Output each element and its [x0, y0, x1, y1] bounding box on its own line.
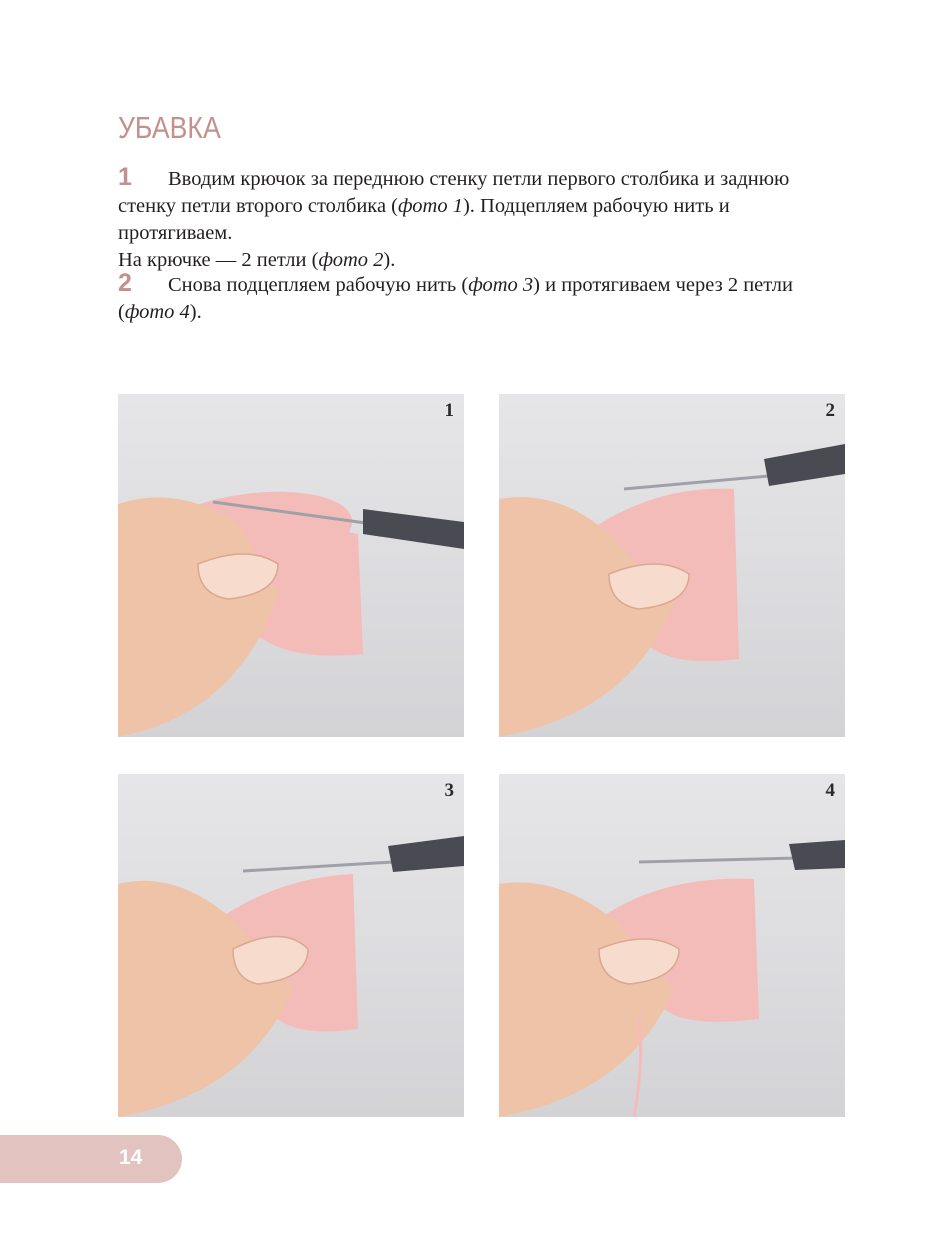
photo-2	[499, 394, 845, 737]
photo-number: 1	[444, 400, 454, 421]
photo-reference: фото 1	[398, 195, 463, 217]
photo-reference: фото 4	[124, 301, 190, 323]
photo-number: 4	[825, 780, 835, 801]
photo-4	[499, 774, 845, 1117]
step-text-run: ) и протягиваем через 2 петли (	[118, 274, 793, 323]
section-title: УБАВКА	[118, 110, 221, 145]
step-text	[118, 168, 789, 271]
crochet-photo-illustration	[118, 394, 464, 737]
step-text-run: ).	[189, 301, 202, 323]
step-number: 2	[118, 269, 132, 297]
step-text-run: ).	[383, 249, 396, 271]
photo-reference: фото 2	[318, 249, 384, 271]
photo-reference: фото 3	[468, 274, 534, 296]
crochet-photo-illustration	[118, 774, 464, 1117]
step-text	[118, 274, 793, 323]
photo-1	[118, 394, 464, 737]
photo-number: 2	[825, 400, 835, 421]
step-number: 1	[118, 163, 132, 191]
page-number-tab	[0, 1135, 182, 1183]
photo-3	[118, 774, 464, 1117]
crochet-photo-illustration	[499, 774, 845, 1117]
crochet-photo-illustration	[499, 394, 845, 737]
step-1	[118, 164, 838, 274]
step-text-run: Вводим крючок за переднюю стенку петли первого столбика и заднюю стенку петли второго столбика (	[118, 168, 790, 217]
step-2	[118, 270, 838, 326]
step-text-run: Снова подцепляем рабочую нить (	[168, 274, 469, 296]
page-number: 14	[119, 1146, 143, 1169]
photo-number: 3	[444, 780, 454, 801]
step-text-run: На крючке — 2 петли (	[118, 249, 319, 271]
step-text-run: ). Подцепляем рабочую нить и протягиваем.	[118, 195, 730, 244]
